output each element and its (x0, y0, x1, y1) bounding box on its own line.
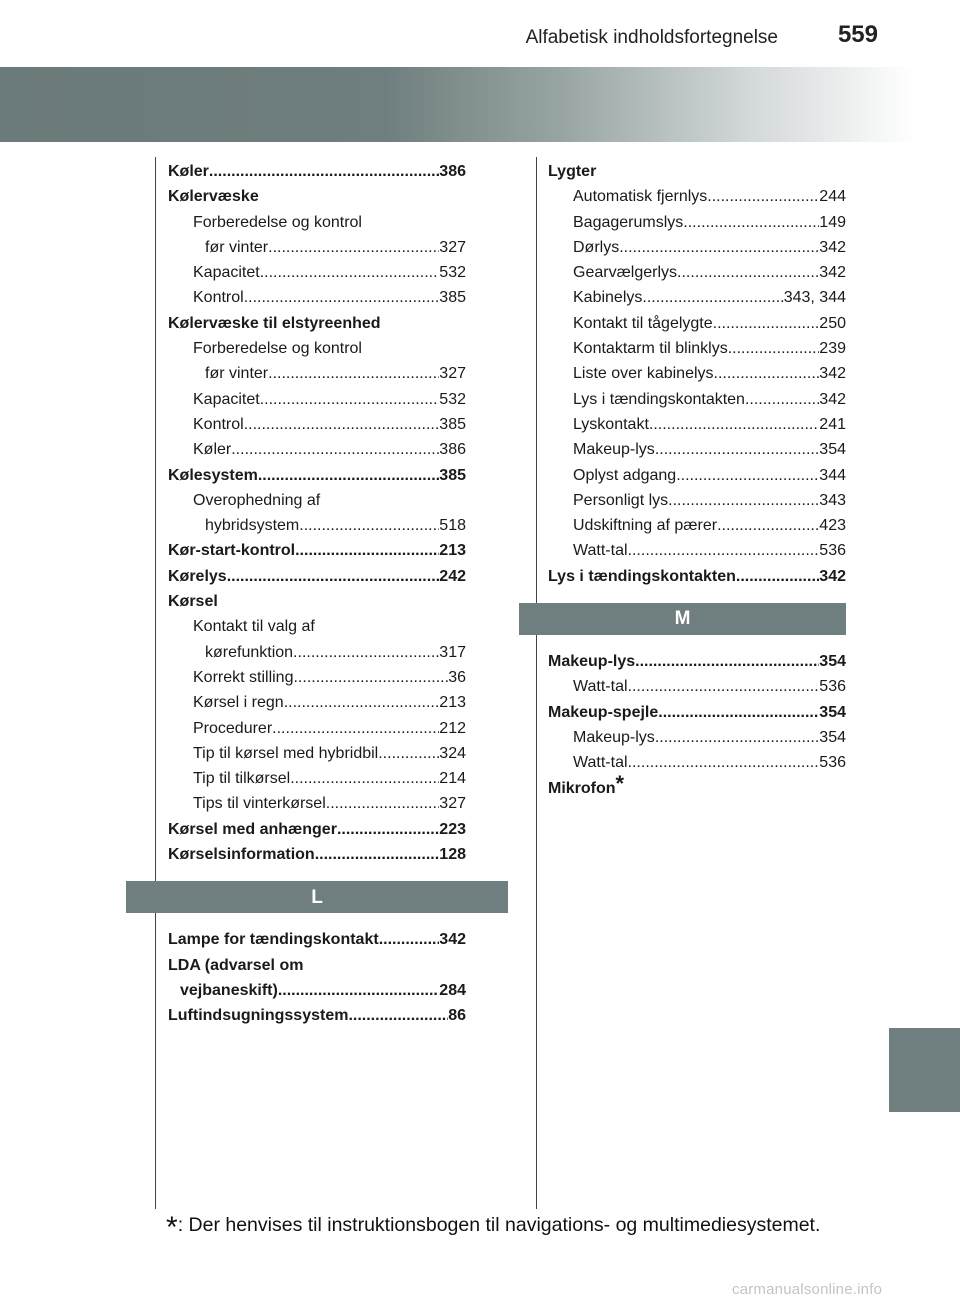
dot-leader (272, 716, 439, 741)
index-entry (168, 766, 466, 791)
index-entry (168, 513, 466, 538)
entry-page: 385 (439, 466, 466, 484)
index-entry (548, 750, 846, 775)
dot-leader (628, 750, 820, 775)
index-entry (548, 210, 846, 235)
entry-label: Luftindsugningssystem (168, 1007, 349, 1025)
entry-page: 317 (439, 643, 466, 661)
index-entry (548, 463, 846, 488)
entry-label: Dørlys (573, 238, 620, 256)
footnote-marker: * (166, 1211, 178, 1244)
index-entry (168, 463, 466, 488)
index-entry (168, 184, 466, 209)
dot-leader (649, 412, 819, 437)
entry-page: 213 (439, 694, 466, 712)
entry-page: 343, 344 (783, 289, 846, 307)
entry-label: Liste over kabinelys (573, 365, 714, 383)
entry-label: Tip til tilkørsel (193, 770, 291, 788)
dot-leader (284, 690, 440, 715)
index-entry (168, 690, 466, 715)
entry-page: 212 (439, 719, 466, 737)
entry-page: 344 (819, 466, 846, 484)
entry-label: Forberedelse og kontrol (193, 340, 362, 358)
index-entry (168, 927, 466, 952)
entry-page: 86 (448, 1007, 466, 1025)
index-entry (168, 665, 466, 690)
entry-label: Kapacitet (193, 390, 260, 408)
index-entry (548, 336, 846, 361)
column-divider-middle (536, 157, 537, 1209)
entry-label: Overophedning af (193, 491, 321, 509)
entry-label: Kør-start-kontrol (168, 542, 296, 560)
entry-page: 536 (819, 754, 846, 772)
dot-leader (635, 649, 819, 674)
entry-label: Kørsel i regn (193, 694, 284, 712)
entry-page: 242 (439, 567, 466, 585)
index-entry (168, 437, 466, 462)
entry-label: Kørselsinformation (168, 846, 315, 864)
footnote-text: : Der henvises til instruktionsbogen til navigations- og multimediesystemet. (177, 1214, 821, 1236)
index-entry (168, 614, 466, 639)
entry-label: Kabinelys (573, 289, 643, 307)
entry-page: 36 (448, 668, 466, 686)
dot-leader (717, 513, 819, 538)
index-entry (168, 336, 466, 361)
index-entry (548, 770, 846, 801)
dot-leader (379, 927, 440, 952)
entry-page: 386 (439, 441, 466, 459)
entry-label: Lys i tændingskontakten (548, 567, 736, 585)
entry-page: 536 (819, 542, 846, 560)
dot-leader (668, 488, 819, 513)
index-entry (168, 640, 466, 665)
entry-page: 213 (439, 542, 466, 560)
dot-leader (258, 463, 439, 488)
entry-page: 327 (439, 238, 466, 256)
entry-label: Oplyst adgang (573, 466, 677, 484)
entry-label: Korrekt stilling (193, 668, 294, 686)
dot-leader (745, 387, 819, 412)
page-header (0, 0, 960, 62)
entry-label: vejbaneskift) (180, 981, 278, 999)
entry-label: Gearvælgerlys (573, 264, 678, 282)
dot-leader (299, 513, 439, 538)
entry-page: 385 (439, 289, 466, 307)
dot-leader (326, 791, 440, 816)
index-entry (168, 235, 466, 260)
index-entry (548, 725, 846, 750)
thumb-index-tab (889, 1028, 960, 1112)
entry-label: Køler (168, 163, 209, 180)
entry-page: 532 (439, 264, 466, 282)
dot-leader (244, 285, 440, 310)
index-entry (548, 700, 846, 725)
entry-page: 327 (439, 795, 466, 813)
index-column-right (548, 159, 846, 801)
entry-page: 518 (439, 517, 466, 535)
entry-label: Kontakt til valg af (193, 618, 315, 636)
index-entry (168, 488, 466, 513)
dot-leader (628, 538, 820, 563)
index-entry (168, 817, 466, 842)
dot-leader (290, 766, 439, 791)
entry-page: 354 (819, 441, 846, 459)
dot-leader (260, 387, 440, 412)
entry-label: Lys i tændingskontakten (573, 390, 745, 408)
dot-leader (676, 463, 819, 488)
dot-leader (677, 260, 819, 285)
dot-leader (655, 437, 819, 462)
entry-label: Kontrol (193, 415, 244, 433)
dot-leader (707, 184, 819, 209)
entry-page: 327 (439, 365, 466, 383)
entry-label: Watt-tal (573, 678, 628, 696)
entry-label: Makeup-lys (573, 728, 655, 746)
entry-label: Makeup-lys (548, 653, 636, 671)
entry-page: 239 (819, 340, 846, 358)
dot-leader (293, 640, 439, 665)
entry-label: Bagagerumslys (573, 213, 684, 231)
entry-page: 342 (439, 931, 466, 949)
entry-label: Kølervæske (168, 188, 259, 206)
index-entry (548, 260, 846, 285)
index-entry (548, 412, 846, 437)
entry-label: Udskiftning af pærer (573, 517, 718, 535)
dot-leader (209, 159, 439, 184)
dot-leader (260, 260, 440, 285)
entry-page: 423 (819, 517, 846, 535)
index-entry (168, 412, 466, 437)
entry-label: Kontaktarm til blinklys (573, 340, 728, 358)
index-entry (168, 589, 466, 614)
index-entry (548, 387, 846, 412)
index-entry (548, 311, 846, 336)
dot-leader (378, 741, 439, 766)
dot-leader (227, 564, 440, 589)
entry-label: Kørelys (168, 567, 227, 585)
entry-page: 354 (819, 703, 846, 721)
index-entry (168, 741, 466, 766)
entry-label: Tips til vinterkørsel (193, 795, 326, 813)
section-header: L (126, 881, 508, 913)
index-entry (548, 184, 846, 209)
index-entry (168, 285, 466, 310)
entry-page: 284 (439, 981, 466, 999)
entry-page: 354 (819, 728, 846, 746)
dot-leader (628, 674, 820, 699)
entry-page: 354 (819, 653, 846, 671)
entry-label: Lygter (548, 163, 597, 180)
entry-label: Kapacitet (193, 264, 260, 282)
entry-label: Watt-tal (573, 754, 628, 772)
footnote-reference: * (615, 770, 625, 796)
entry-label: Personligt lys (573, 491, 669, 509)
entry-page: 149 (819, 213, 846, 231)
entry-page: 342 (819, 264, 846, 282)
index-entry (548, 437, 846, 462)
entry-label: Procedurer (193, 719, 273, 737)
index-entry (548, 361, 846, 386)
index-column-left (168, 159, 466, 1029)
entry-page: 532 (439, 390, 466, 408)
entry-page: 386 (439, 163, 466, 180)
entry-page: 342 (819, 567, 846, 585)
entry-page: 324 (439, 744, 466, 762)
entry-label: Kontakt til tågelygte (573, 314, 713, 332)
dot-leader (658, 700, 819, 725)
dot-leader (348, 1003, 448, 1028)
dot-leader (268, 235, 439, 260)
entry-label: Kørsel med anhænger (168, 820, 337, 838)
footnote (166, 1205, 821, 1244)
entry-page: 244 (819, 188, 846, 206)
index-entry (548, 285, 846, 310)
index-entry (548, 564, 846, 589)
entry-label: Watt-tal (573, 542, 628, 560)
entry-page: 342 (819, 365, 846, 383)
index-entry (168, 260, 466, 285)
index-entry (548, 674, 846, 699)
entry-label: Kontrol (193, 289, 244, 307)
index-entry (168, 159, 466, 184)
entry-label: Lampe for tændingskontakt (168, 931, 379, 949)
dot-leader (231, 437, 439, 462)
dot-leader (619, 235, 819, 260)
entry-page: 342 (819, 238, 846, 256)
index-entry (168, 361, 466, 386)
entry-label: Forberedelse og kontrol (193, 213, 362, 231)
entry-label: LDA (advarsel om (168, 956, 304, 974)
index-entry (168, 1003, 466, 1028)
index-entry (548, 235, 846, 260)
dot-leader (295, 538, 439, 563)
dot-leader (736, 564, 819, 589)
index-entry (548, 488, 846, 513)
entry-page: 250 (819, 314, 846, 332)
entry-page: 342 (819, 390, 846, 408)
index-entry (548, 159, 846, 184)
entry-label: kørefunktion (205, 643, 294, 661)
index-entry (548, 649, 846, 674)
index-entry (168, 311, 466, 336)
dot-leader (315, 842, 440, 867)
column-divider-left (155, 157, 156, 1209)
watermark: carmanualsonline.info (732, 1281, 883, 1298)
section-header: M (519, 603, 846, 635)
entry-page: 128 (439, 846, 466, 864)
dot-leader (683, 210, 819, 235)
index-entry (548, 513, 846, 538)
dot-leader (642, 285, 783, 310)
entry-page: 214 (439, 770, 466, 788)
entry-page: 385 (439, 415, 466, 433)
entry-label: Lyskontakt (573, 415, 649, 433)
entry-label: Automatisk fjernlys (573, 188, 708, 206)
index-entry (168, 387, 466, 412)
dot-leader (337, 817, 439, 842)
index-entry (168, 564, 466, 589)
entry-label: før vinter (205, 238, 269, 256)
entry-label: Kølervæske til elstyreenhed (168, 314, 381, 332)
entry-label: Makeup-lys (573, 441, 655, 459)
index-entry (168, 538, 466, 563)
entry-page: 223 (439, 820, 466, 838)
index-entry (168, 791, 466, 816)
dot-leader (244, 412, 440, 437)
index-entry (168, 210, 466, 235)
dot-leader (293, 665, 448, 690)
dot-leader (728, 336, 820, 361)
index-entry (548, 538, 846, 563)
header-band (0, 67, 915, 142)
entry-label: hybridsystem (205, 517, 300, 535)
dot-leader (278, 978, 439, 1003)
entry-label: Makeup-spejle (548, 703, 659, 721)
dot-leader (714, 361, 820, 386)
entry-label: Mikrofon (548, 779, 616, 797)
index-entry (168, 716, 466, 741)
entry-label: Kørsel (168, 593, 218, 611)
dot-leader (713, 311, 820, 336)
entry-label: før vinter (205, 365, 269, 383)
entry-page: 536 (819, 678, 846, 696)
page-number: 559 (837, 21, 878, 48)
running-title: Alfabetisk indholdsfortegnelse (525, 27, 778, 48)
entry-label: Tip til kørsel med hybridbil (193, 744, 379, 762)
entry-page: 343 (819, 491, 846, 509)
index-entry (168, 978, 466, 1003)
index-entry (168, 953, 466, 978)
index-entry (168, 842, 466, 867)
dot-leader (655, 725, 819, 750)
entry-page: 241 (819, 415, 846, 433)
entry-label: Køler (193, 441, 232, 459)
dot-leader (268, 361, 439, 386)
entry-label: Kølesystem (168, 466, 258, 484)
